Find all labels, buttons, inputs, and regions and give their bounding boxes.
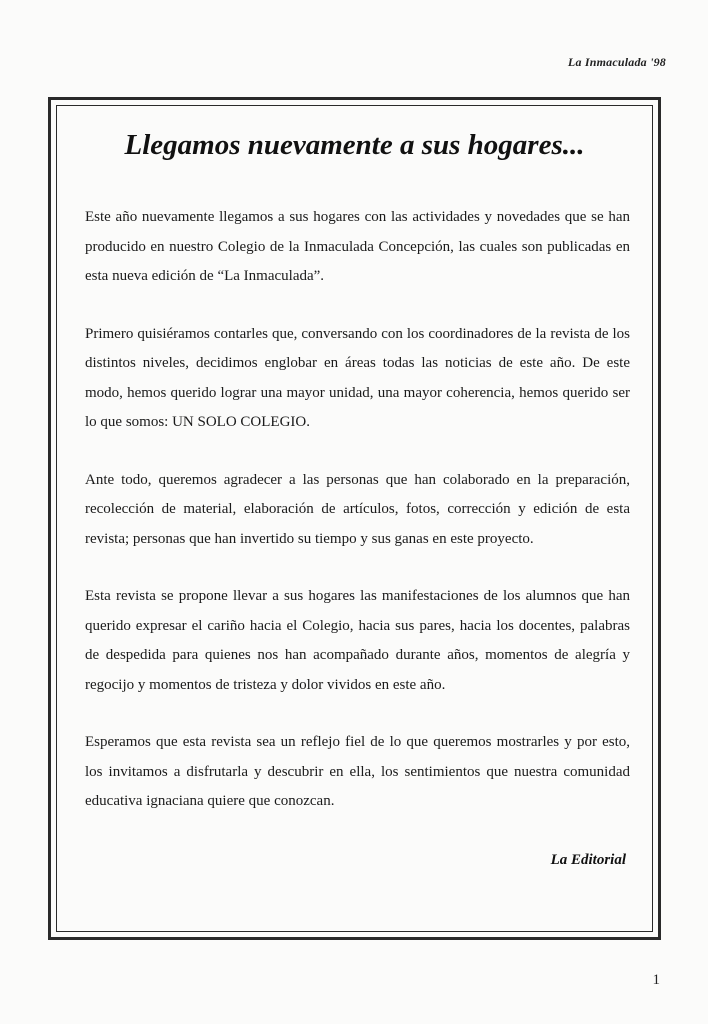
paragraph-1: Este año nuevamente llegamos a sus hogares con las actividades y novedades que se han producido en nuestro Colegio de la Inmaculada Concepción, las cuales son publicadas en esta nueva edición de “La Inmaculada”.	[85, 209, 630, 284]
editorial-signature: La Editorial	[550, 852, 626, 868]
paragraph-3: Ante todo, queremos agradecer a las personas que han colaborado en la preparación, recolección de material, elaboración de artículos, fotos, corrección y edición de esta revista; personas que han invertido su tiempo y sus ganas en este proyecto.	[85, 471, 630, 547]
article-body	[85, 203, 630, 845]
paragraph-2: Primero quisiéramos contarles que, conversando con los coordinadores de la revista de los distintos niveles, decidimos englobar en áreas todas las noticias de este año. De este modo, hemos querido lograr una mayor unidad, una mayor coherencia, hemos querido ser lo que somos: UN SOLO COLEGIO.	[85, 325, 630, 430]
running-header: La Inmaculada '98	[567, 55, 666, 69]
article-title: Llegamos nuevamente a sus hogares...	[124, 129, 585, 161]
paragraph-5: Esperamos que esta revista sea un reflejo fiel de lo que queremos mostrarles y por esto, los invitamos a disfrutarla y descubrir en ella, los sentimientos que nuestra comunidad educativa ignaciana quiere que conozcan.	[85, 734, 630, 809]
page-number: 1	[652, 972, 660, 988]
paragraph-4: Esta revista se propone llevar a sus hogares las manifestaciones de los alumnos que han querido expresar el cariño hacia el Colegio, hacia sus pares, hacia los docentes, palabras de despedida para quienes nos han acompañado durante años, momentos de alegría y regocijo y momentos de tristeza y dolor vividos en este año.	[85, 588, 630, 693]
